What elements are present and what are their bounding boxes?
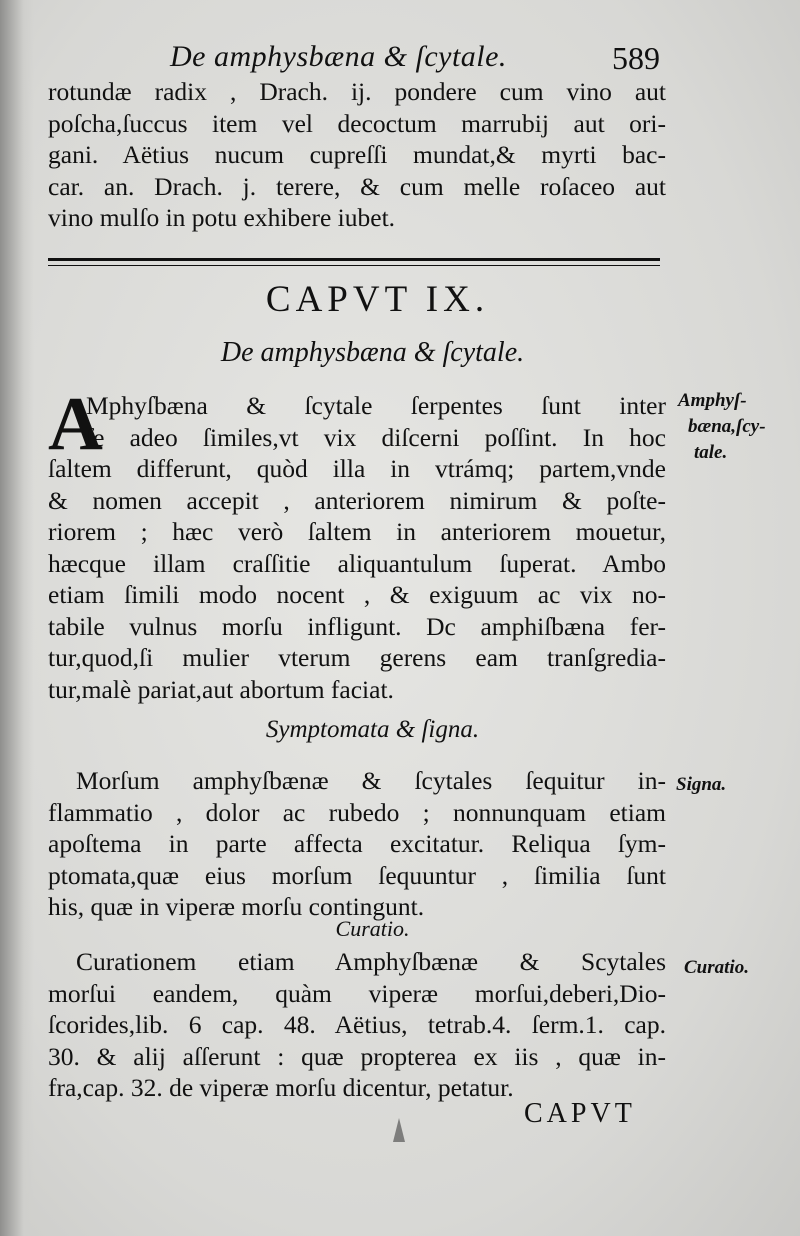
text-line: Curationem etiam Amphyſbænæ & Scytales (76, 947, 666, 976)
text-line: & nomen accepit , anteriorem nimirum & poſte- (48, 485, 666, 515)
chapter-rule-divider (48, 258, 660, 266)
text-line: ptomata,quæ eius morſum ſequuntur , ſimilia ſunt (48, 860, 666, 890)
text-line: ſaltem differunt, quòd illa in vtrámq; partem,vnde (48, 454, 666, 483)
text-line: etiam ſimili modo nocent , & exiguum ac vix no- (48, 580, 666, 609)
chapter-subtitle: De amphysbæna & ſcytale. (220, 337, 525, 368)
text-line: rotundæ radix , Drach. ij. pondere cum vino aut (48, 77, 666, 106)
text-line: poſcha,ſuccus item vel decoctum marrubij aut ori- (48, 108, 666, 138)
text-line: car. an. Drach. j. terere, & cum melle roſaceo aut (48, 171, 666, 201)
page-number: 589 (612, 40, 660, 76)
text-line: ſcorides,lib. 6 cap. 48. Aëtius, tetrab.4. ſerm.1. cap. (48, 1010, 666, 1039)
paragraph-description (48, 382, 666, 705)
text-line: riorem ; hæc verò ſaltem in anteriorem mouetur, (48, 517, 666, 546)
paragraph-symptoms (48, 765, 666, 923)
text-line: gani. Aëtius nucum cupreſſi mundat,& myrti bac- (48, 140, 666, 169)
intro-paragraph (48, 76, 666, 234)
text-line: 30. & alij aſſerunt : quæ propterea ex iis , quæ in- (48, 1041, 666, 1071)
page-gutter-shadow (0, 0, 34, 1236)
margin-note-line: Amphyſ- (678, 390, 747, 411)
margin-note-line: bæna,ſcy- (688, 416, 766, 437)
text-line: Morſum amphyſbænæ & ſcytales ſequitur in- (76, 766, 666, 795)
text-line: tur,malè pariat,aut abortum faciat. (48, 674, 394, 704)
running-head: De amphysbæna & ſcytale. (170, 40, 507, 73)
text-line: vino mulſo in potu exhibere iubet. (48, 203, 396, 232)
drop-cap: A (48, 382, 103, 466)
text-line: tabile vulnus morſu infligunt. Dc amphiſbæna fer- (48, 611, 666, 641)
text-line: ſe adeo ſimiles,vt vix diſcerni poſſint. In hoc (86, 422, 666, 452)
text-line: hæcque illam craſſitie aliquantulum ſuperat. Ambo (48, 548, 666, 578)
chapter-title: CAPVT IX. (265, 279, 490, 320)
margin-note-line: tale. (694, 442, 728, 463)
subheading-curatio: Curatio. (335, 916, 410, 941)
text-line: flammatio , dolor ac rubedo ; nonnunquam etiam (48, 797, 666, 827)
text-line: his, quæ in viperæ morſu contingunt. (48, 892, 425, 921)
text-line: apoſtema in parte affecta excitatur. Reliqua ſym- (48, 829, 666, 858)
margin-note-signa: Signa. (676, 774, 727, 795)
ink-blot-mark (393, 1118, 405, 1142)
subheading-symptoms: Symptomata & ſigna. (265, 716, 480, 743)
text-line: morſui eandem, quàm viperæ morſui,deberi,Dio- (48, 978, 666, 1008)
text-line: fra,cap. 32. de viperæ morſu dicentur, petatur. (48, 1073, 514, 1102)
text-line: tur,quod,ſi mulier vterum gerens eam tranſgredia- (48, 643, 666, 672)
text-line: Mphyſbæna & ſcytale ſerpentes ſunt inter (86, 391, 666, 420)
margin-note-amphysbaena (678, 388, 788, 466)
margin-note-curatio: Curatio. (684, 957, 749, 978)
paragraph-curatio (48, 946, 666, 1104)
catchword: CAPVT (524, 1098, 636, 1129)
